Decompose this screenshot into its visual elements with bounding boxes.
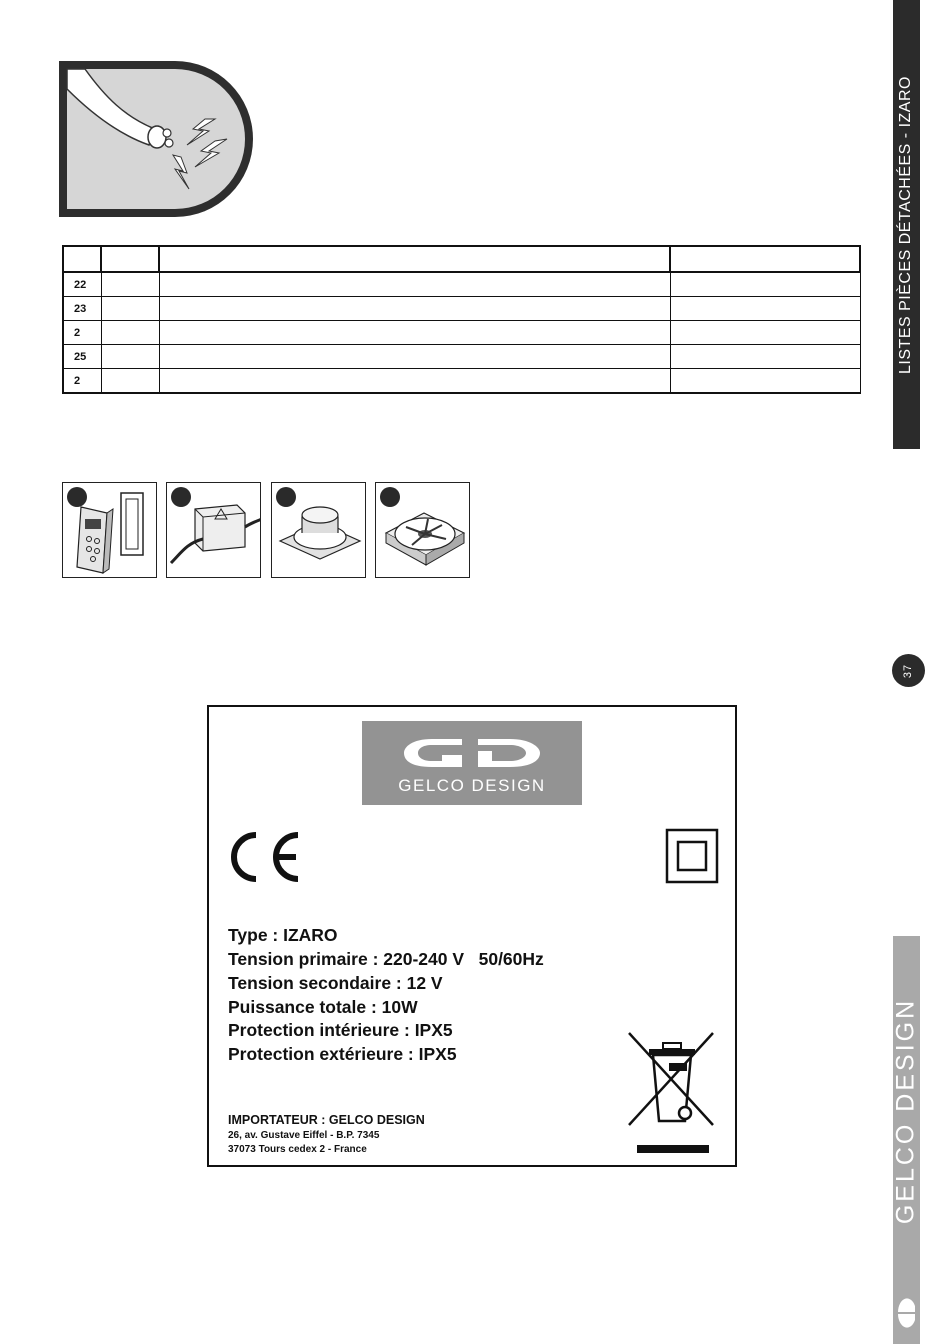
header-cell <box>63 246 101 272</box>
callout-dot <box>67 487 87 507</box>
table-cell <box>159 369 670 394</box>
table-row <box>63 272 860 297</box>
parts-table <box>62 245 861 394</box>
page-number: 37 <box>902 663 914 679</box>
control-panel-thumbnail <box>62 482 157 578</box>
fan-thumbnail <box>375 482 470 578</box>
table-row <box>63 369 860 394</box>
table-cell <box>159 272 670 297</box>
part-number: 2 <box>63 321 101 345</box>
header-cell <box>159 246 670 272</box>
table-row <box>63 345 860 369</box>
table-cell <box>101 345 159 369</box>
part-number: 25 <box>63 345 101 369</box>
section-side-tab <box>893 0 920 449</box>
table-row <box>63 297 860 321</box>
table-cell <box>670 345 860 369</box>
importer-name: IMPORTATEUR : GELCO DESIGN <box>228 1113 425 1127</box>
spec-exterior-protection: Protection extérieure : IPX5 <box>228 1044 457 1064</box>
transformer-thumbnail <box>166 482 261 578</box>
spec-secondary-voltage: Tension secondaire : 12 V <box>228 973 443 993</box>
table-cell <box>670 272 860 297</box>
callout-dot <box>171 487 191 507</box>
header-cell <box>670 246 860 272</box>
part-number: 22 <box>63 272 101 297</box>
table-cell <box>101 369 159 394</box>
electrical-warning-illustration <box>55 57 257 221</box>
table-cell <box>670 369 860 394</box>
table-cell <box>101 272 159 297</box>
callout-dot <box>380 487 400 507</box>
section-title: LISTES PIÈCES DÉTACHÉES - IZARO <box>897 76 914 374</box>
rating-plate <box>207 705 737 1167</box>
brand-name: GELCO DESIGN <box>891 997 920 1225</box>
table-cell <box>670 321 860 345</box>
weee-crossed-bin-icon <box>627 1029 719 1157</box>
gd-logo-icon <box>896 1296 917 1330</box>
table-cell <box>159 345 670 369</box>
ce-mark-icon <box>226 829 302 885</box>
double-insulation-icon <box>665 828 719 884</box>
importer-address: 26, av. Gustave Eiffel - B.P. 7345 <box>228 1130 380 1141</box>
page-number-badge <box>892 654 925 687</box>
logo-text: GELCO DESIGN <box>398 776 546 795</box>
table-header-row <box>63 246 860 272</box>
spec-primary-voltage: Tension primaire : 220-240 V 50/60Hz <box>228 949 544 969</box>
gd-logo-icon <box>402 735 542 771</box>
spec-total-power: Puissance totale : 10W <box>228 997 418 1017</box>
table-cell <box>101 321 159 345</box>
part-number: 23 <box>63 297 101 321</box>
brand-side-strip <box>893 936 920 1344</box>
table-cell <box>670 297 860 321</box>
callout-dot <box>276 487 296 507</box>
brand-logo <box>362 721 582 805</box>
spec-interior-protection: Protection intérieure : IPX5 <box>228 1020 453 1040</box>
speaker-thumbnail <box>271 482 366 578</box>
header-cell <box>101 246 159 272</box>
table-cell <box>159 297 670 321</box>
table-cell <box>159 321 670 345</box>
table-row <box>63 321 860 345</box>
part-number: 2 <box>63 369 101 394</box>
spec-type: Type : IZARO <box>228 925 338 945</box>
importer-city: 37073 Tours cedex 2 - France <box>228 1144 367 1155</box>
table-cell <box>101 297 159 321</box>
